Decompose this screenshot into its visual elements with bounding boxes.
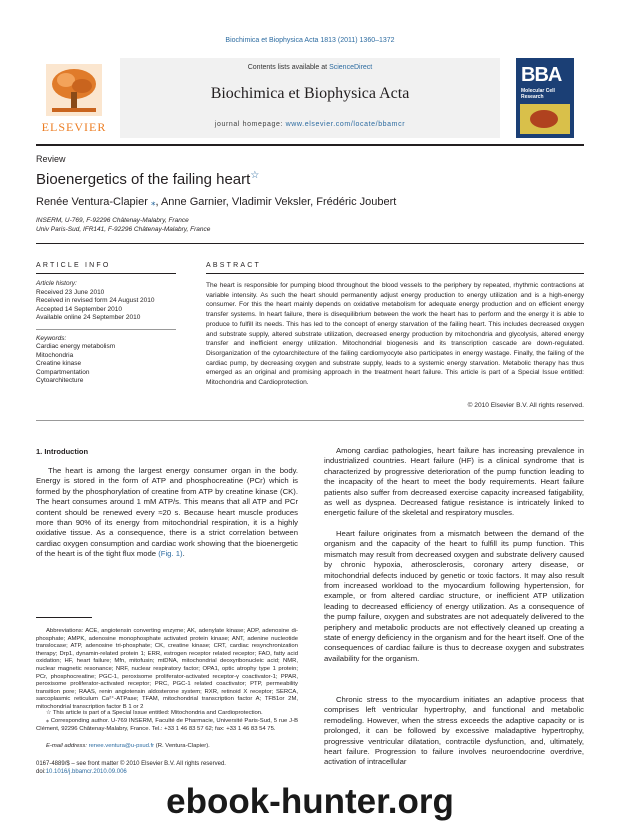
history-online: Available online 24 September 2010 <box>36 314 141 321</box>
cover-subtitle: Molecular Cell Research <box>521 88 555 100</box>
journal-cover-image <box>516 58 574 138</box>
doi-line <box>36 768 127 776</box>
contents-line <box>120 64 500 71</box>
journal-title: Biochimica et Biophysica Acta <box>210 85 410 102</box>
elsevier-logo <box>36 58 112 138</box>
history-label: Article history: <box>36 280 77 287</box>
elsevier-tree-icon <box>46 64 102 116</box>
history-accepted: Accepted 14 September 2010 <box>36 306 123 313</box>
homepage-prefix: journal homepage: <box>214 121 286 128</box>
title-footnote-mark[interactable]: ☆ <box>250 170 260 181</box>
keywords-rule <box>36 329 176 330</box>
journal-homepage <box>120 121 500 128</box>
history-revised: Received in revised form 24 August 2010 <box>36 297 155 304</box>
doi-link[interactable]: 10.1016/j.bbamcr.2010.09.006 <box>45 769 127 775</box>
cover-title: BBA <box>521 64 562 86</box>
header-divider <box>36 144 584 146</box>
watermark-text: ebook-hunter.org <box>166 782 454 821</box>
title-divider <box>36 243 584 244</box>
email-footnote <box>36 743 298 751</box>
email-label: E-mail address: <box>46 743 89 749</box>
keyword-item: Mitochondria <box>36 352 74 359</box>
keywords-label: Keywords: <box>36 335 67 342</box>
article-info-rule <box>36 273 176 274</box>
abstract-heading: ABSTRACT <box>206 262 261 269</box>
body-paragraph-1: Among cardiac pathologies, heart failure has increasing prevalence in industrialized countries. Heart failure (HF) is a clinical syndrome that is characterized by progressive deterioration of the pump function leading to the incapacity of the heart to meet the body requirements. Heart failure patients also suffer from decreased exercise capacity increased fatigability, as well as dyspnea. Decreased fatigue resistance is intricately linked to energetic failure of the skeletal and respiratory muscles. <box>324 446 584 518</box>
keyword-item: Compartmentation <box>36 369 90 376</box>
intro-paragraph-1-end: . <box>182 549 185 559</box>
abstract-copyright: © 2010 Elsevier B.V. All rights reserved. <box>467 402 584 409</box>
corresponding-author-footnote: ⁎ Corresponding author. U-769 INSERM, Faculté de Pharmacie, Université Paris-Sud, 5 rue J-B Clément, 92296 Châtenay-Malabry, France. Tel.: +33 1 46 83 57 62; fax: +33 1 46 83 54 75. <box>36 718 298 732</box>
article-type-label: Review <box>36 154 66 164</box>
abstract-bottom-rule <box>36 420 584 421</box>
footnote-rule <box>36 617 92 618</box>
contents-prefix: Contents lists available at <box>247 64 330 71</box>
affiliation-1: INSERM, U-769, F-92296 Châtenay-Malabry, France <box>36 217 189 224</box>
figure-1-link[interactable]: (Fig. 1) <box>158 549 183 559</box>
other-authors: , Anne Garnier, Vladimir Veksler, Frédéric Joubert <box>155 196 397 208</box>
body-paragraph-3: Chronic stress to the myocardium initiates an adaptive process that comprises left ventricular hypertrophy, and functional and metabolic remodeling. However, when the stress exceeds the adaptive capacity or is prolonged, it can be followed by excessive maladaptive hypertrophy, progressive ventricular dilatation, contractile dysfunction, and, ultimately, heart failure. Progression to failure involves neuroendocrine overdrive, activation of intracellular <box>324 695 584 767</box>
section-heading-introduction: 1. Introduction <box>36 447 89 456</box>
article-title <box>36 170 259 188</box>
homepage-link[interactable]: www.elsevier.com/locate/bbamcr <box>285 121 406 128</box>
author-list <box>36 196 396 208</box>
special-issue-footnote: ☆ This article is part of a Special Issue entitled: Mitochondria and Cardioprotection. <box>46 710 263 716</box>
abbreviations-footnote: Abbreviations: ACE, angiotensin converting enzyme; AK, adenylate kinase; ADP, adenosine di-phosphate; AMPK, adenosine monophosphate activated protein kinase; ANT, adenine nucleotide translocase; ATP, adenosine tri-phosphate; CK, creatine kinase; CRT, cardiac resynchronization therapy; Drp1, dynamin-related protein 1; ERR, estrogen receptor related receptor; FAO, fatty acid oxidation; HF, heart failure; Mfn, mitofusin; mtDNA, mitochondrial deoxyribonucleic acid; NMR, nuclear magnetic resonance; NRF, nuclear respiratory factor; OPA1, optic atrophy type 1 protein; PCr, phosphocreatine; PGC-1, peroxisome proliferator-activated receptor-γ coactivator-1; PPAR, peroxisome proliferator-activated receptor; PRC, PGC-1 related coactivator; PTP, permeability transition pore; RAAS, renin angiotensin aldosterone system; RXR, retinoid X receptor; SERCA, sarcoplasmic reticulum Ca²⁺-ATPase; TFAM, mitochondrial transcription factor A; TFB1or 2M, mitochondrial transcription factor B 1 or 2 <box>36 628 298 710</box>
issn-line: 0167-4889/$ – see front matter © 2010 Elsevier B.V. All rights reserved. <box>36 761 226 767</box>
sciencedirect-link[interactable]: ScienceDirect <box>329 64 373 71</box>
email-name: (R. Ventura-Clapier). <box>154 743 210 749</box>
journal-masthead <box>36 58 584 138</box>
body-paragraph-2: Heart failure originates from a mismatch between the demand of the organism and the capacity of the heart to fulfill its pump function. This mismatch may result from decreased oxygen and substrate delivery caused by chronic hypoxia, atherosclerosis, coronary artery disease, or mitochondrial defects induced by genetic or toxic factors. It may also result from increased workload to the myocardium following hypertension, for example, or from altered cardiac structure, or inefficient ATP utilization leading to decreased efficiency of energy utilization. As a consequence of the pump failure, oxygen and substrates are not adequately delivered to the periphery and metabolic products are not effectively cleaned up creating a state of energy deficiency in the organism and for the heart itself. One of the consequences of cardiac failure is thus to decrease oxygen and substrates availability for the organism. <box>324 529 584 663</box>
article-title-text: Bioenergetics of the failing heart <box>36 171 251 188</box>
corresponding-author-mark[interactable]: ⁎ <box>150 197 156 207</box>
keyword-item: Cytoarchitecture <box>36 377 84 384</box>
history-received: Received 23 June 2010 <box>36 289 105 296</box>
article-info-heading: ARTICLE INFO <box>36 262 111 269</box>
cover-artwork-detail <box>530 110 558 128</box>
journal-banner <box>120 58 500 138</box>
keyword-item: Cardiac energy metabolism <box>36 343 116 350</box>
publisher-logo-text: ELSEVIER <box>41 120 107 134</box>
abstract-text: The heart is responsible for pumping blood throughout the blood vessels to the periphery by repeated, rhythmic contractions at variable intensity. As such the heart should permanently adjust energy production to energy utilization and is a high-energy consumer. For this the heart mainly depends on oxidative metabolism for adequate energy production and on efficient energy transfer systems. In heart failure, there is disequilibrium between the work the heart has to perform and the energy it is able to produce to fulfill its needs. This has led to the concept of energy starvation of the failing heart. This includes decreased oxygen and substrate supply, altered substrate utilization, decreased energy production by mitochondria and glycolysis, altered energy transfer and inefficient energy utilization. Mitochondrial biogenesis and its transcription cascade are down-regulated. Disorganization of the cytoarchitecture of the failing cardiomyocyte also participates in energy wastage. Finally, the failing of the cardiac pump, by decreasing oxygen and substrate supply, leads to a systemic energy starvation. Metabolic therapy has thus emerged as an original and promising approach in the treatment heart failure. This article is part of a Special Issue entitled: Mitochondria and Cardioprotection. <box>206 282 584 387</box>
email-link[interactable]: renee.ventura@u-psud.fr <box>88 743 155 749</box>
abstract-rule <box>206 273 584 274</box>
journal-reference[interactable]: Biochimica et Biophysica Acta 1813 (2011) 1360–1372 <box>225 37 395 44</box>
intro-paragraph-1 <box>36 466 298 560</box>
affiliation-2: Univ Paris-Sud, IFR141, F-92296 Châtenay-Malabry, France <box>36 226 211 233</box>
keyword-item: Creatine kinase <box>36 360 82 367</box>
first-author: Renée Ventura-Clapier <box>36 196 151 208</box>
intro-paragraph-1-text: The heart is among the largest energy consumer organ in the body. Energy is stored in the form of ATP and phosphocreatine (PCr) which is formed by the phosphorylation of creatine from ATP by creatine kinase (CK). The heart consumes around 1 mM ATP/s. This means that all ATP and PCr content should be renewed every ≈20 s. Because heart muscle produces more than 90% of its energy from mitochondrial respiration, it is a highly oxidative tissue. As a consequence, there is a strict correlation between cardiac oxygen consumption and cardiac work showing that the bioenergetic of the heart is of the tight flux mode <box>36 466 298 559</box>
doi-prefix: doi: <box>36 769 46 775</box>
